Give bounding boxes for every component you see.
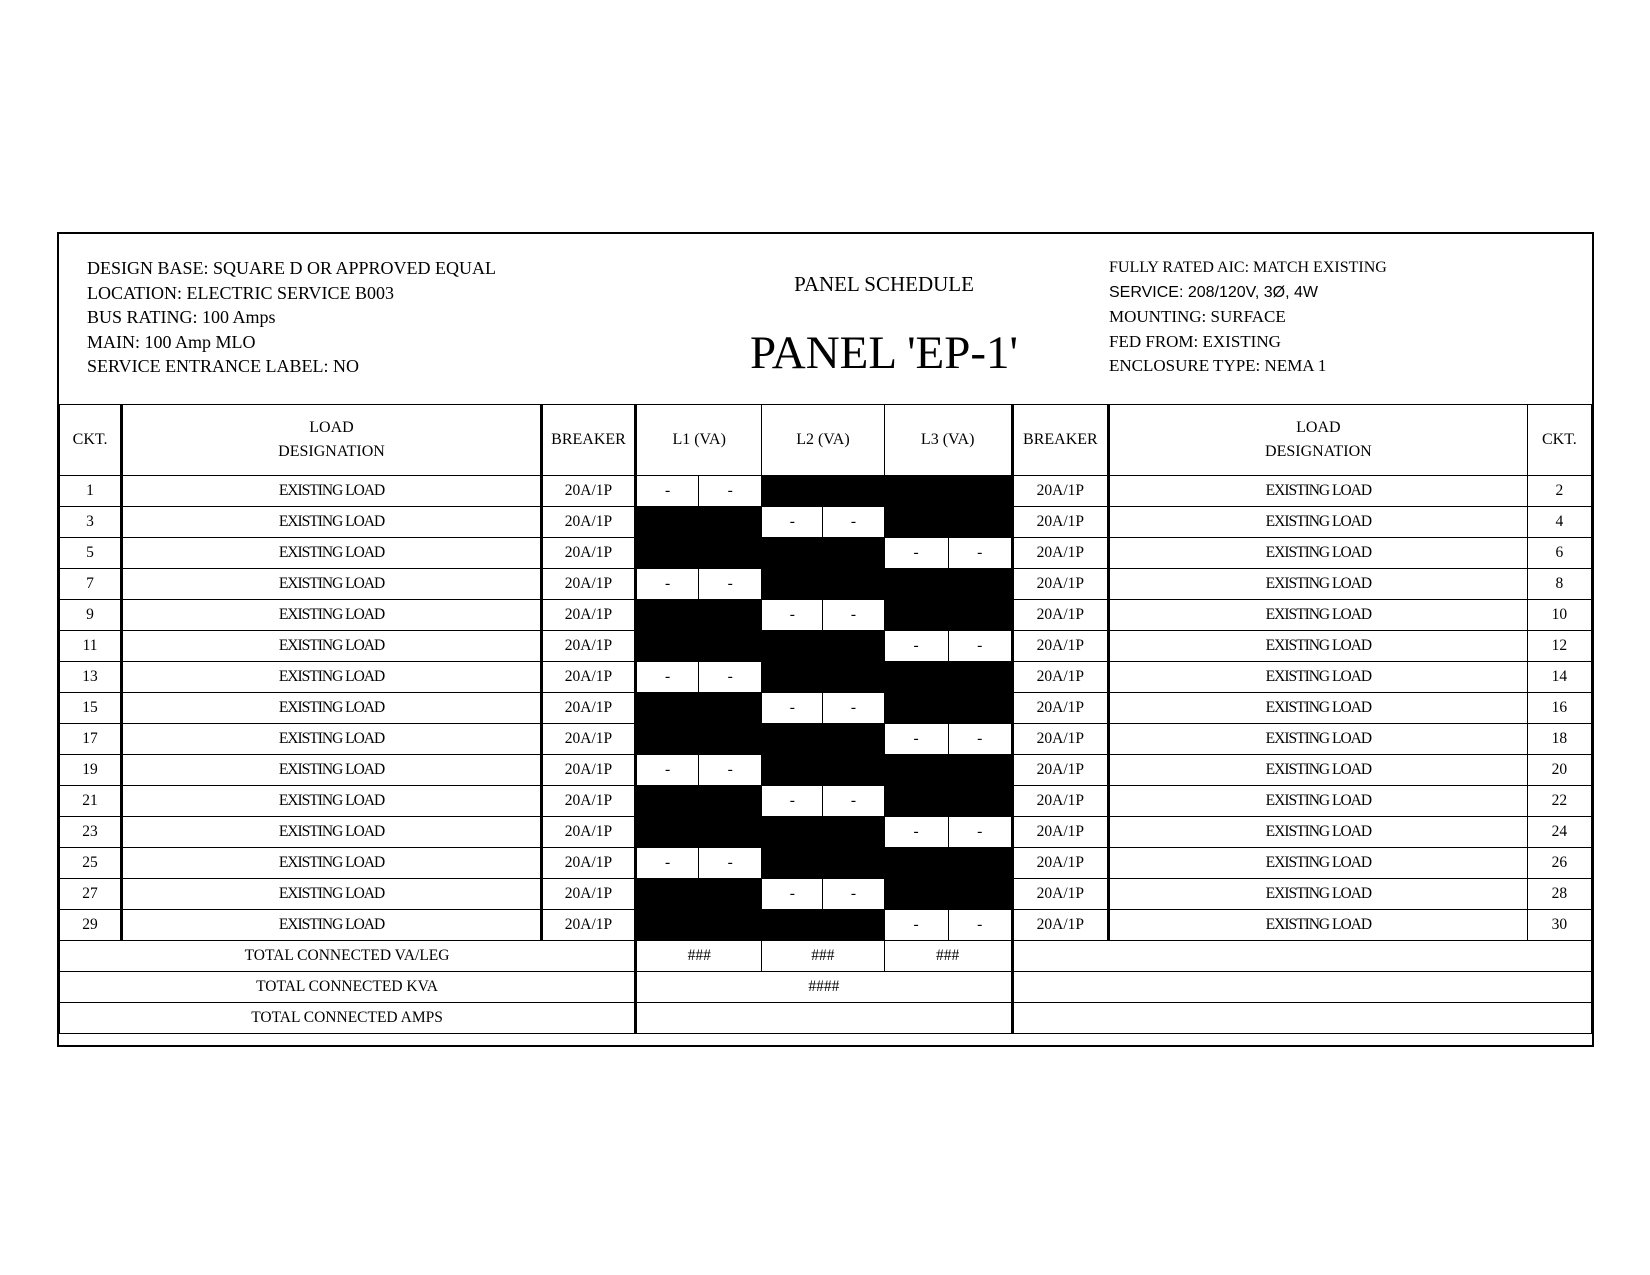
- breaker-right: 20A/1P: [1012, 476, 1108, 507]
- l3-blocked: [884, 476, 1012, 507]
- l1-va-a: -: [636, 476, 699, 507]
- l3-va-a: -: [884, 631, 948, 662]
- l1-blocked: [636, 724, 762, 755]
- load-right: EXISTING LOAD: [1108, 879, 1527, 910]
- ckt-right: 30: [1527, 910, 1591, 941]
- l3-blocked: [884, 786, 1012, 817]
- l1-blocked: [636, 507, 762, 538]
- ckt-right: 4: [1527, 507, 1591, 538]
- total-amps-value: [636, 1003, 1013, 1034]
- breaker-left: 20A/1P: [541, 538, 635, 569]
- ckt-left: 15: [60, 693, 122, 724]
- ckt-right: 2: [1527, 476, 1591, 507]
- l3-va-a: -: [884, 910, 948, 941]
- circuit-row: [60, 724, 1592, 755]
- circuit-row: [60, 910, 1592, 941]
- circuit-row: [60, 879, 1592, 910]
- ckt-left: 27: [60, 879, 122, 910]
- l3-blocked: [884, 693, 1012, 724]
- ckt-right: 6: [1527, 538, 1591, 569]
- l2-blocked: [762, 724, 884, 755]
- l3-blocked: [884, 662, 1012, 693]
- breaker-right-header: BREAKER: [1012, 405, 1108, 476]
- l3-blocked: [884, 879, 1012, 910]
- ckt-left: 1: [60, 476, 122, 507]
- load-right: EXISTING LOAD: [1108, 538, 1527, 569]
- l2-blocked: [762, 631, 884, 662]
- total-kva-blank: [1012, 972, 1591, 1003]
- l1-va-a: -: [636, 848, 699, 879]
- header-right-info: [1109, 256, 1387, 379]
- ckt-left: 11: [60, 631, 122, 662]
- ckt-right: 18: [1527, 724, 1591, 755]
- l1-blocked: [636, 631, 762, 662]
- load-left-header-line1: LOAD: [309, 419, 354, 436]
- enclosure-type: ENCLOSURE TYPE: NEMA 1: [1109, 356, 1327, 375]
- load-left: EXISTING LOAD: [122, 786, 542, 817]
- breaker-right: 20A/1P: [1012, 507, 1108, 538]
- load-right-header-line2: DESIGNATION: [1265, 443, 1372, 460]
- l2-blocked: [762, 538, 884, 569]
- l2-blocked: [762, 476, 884, 507]
- l1-va-b: -: [699, 848, 762, 879]
- ckt-right: 8: [1527, 569, 1591, 600]
- circuit-row: [60, 755, 1592, 786]
- l1-blocked: [636, 538, 762, 569]
- ckt-left: 13: [60, 662, 122, 693]
- main-rating: MAIN: 100 Amp MLO: [87, 331, 256, 352]
- breaker-right: 20A/1P: [1012, 600, 1108, 631]
- ckt-left: 21: [60, 786, 122, 817]
- l2-va-a: -: [762, 600, 823, 631]
- load-left: EXISTING LOAD: [122, 476, 542, 507]
- load-right: EXISTING LOAD: [1108, 755, 1527, 786]
- breaker-left: 20A/1P: [541, 693, 635, 724]
- breaker-left: 20A/1P: [541, 476, 635, 507]
- service-rating: SERVICE: 208/120V, 3Ø, 4W: [1109, 283, 1319, 301]
- ckt-right: 10: [1527, 600, 1591, 631]
- ckt-right: 14: [1527, 662, 1591, 693]
- l2-va-a: -: [762, 693, 823, 724]
- l1-blocked: [636, 817, 762, 848]
- load-left: EXISTING LOAD: [122, 507, 542, 538]
- l3-va-b: -: [948, 724, 1012, 755]
- l1-blocked: [636, 910, 762, 941]
- ckt-right: 26: [1527, 848, 1591, 879]
- load-right: EXISTING LOAD: [1108, 817, 1527, 848]
- circuit-row: [60, 693, 1592, 724]
- ckt-right-header: CKT.: [1527, 405, 1591, 476]
- l1-header: L1 (VA): [636, 405, 762, 476]
- breaker-right: 20A/1P: [1012, 786, 1108, 817]
- circuit-row: [60, 507, 1592, 538]
- circuit-row: [60, 600, 1592, 631]
- circuit-row: [60, 476, 1592, 507]
- load-left-header: [122, 405, 542, 476]
- l2-header: L2 (VA): [762, 405, 884, 476]
- l3-blocked: [884, 848, 1012, 879]
- ckt-right: 12: [1527, 631, 1591, 662]
- breaker-left: 20A/1P: [541, 569, 635, 600]
- load-left: EXISTING LOAD: [122, 724, 542, 755]
- ckt-left-header: CKT.: [60, 405, 122, 476]
- l2-va-a: -: [762, 507, 823, 538]
- design-base: DESIGN BASE: SQUARE D OR APPROVED EQUAL: [87, 258, 497, 278]
- ckt-right: 20: [1527, 755, 1591, 786]
- circuit-row: [60, 569, 1592, 600]
- load-right: EXISTING LOAD: [1108, 600, 1527, 631]
- load-left: EXISTING LOAD: [122, 755, 542, 786]
- breaker-left: 20A/1P: [541, 817, 635, 848]
- location: LOCATION: ELECTRIC SERVICE B003: [87, 282, 395, 303]
- service-entrance-label: SERVICE ENTRANCE LABEL: NO: [87, 356, 360, 376]
- total-va-l1: ###: [636, 941, 762, 972]
- ckt-right: 24: [1527, 817, 1591, 848]
- l2-blocked: [762, 817, 884, 848]
- circuit-table: [59, 404, 1592, 1034]
- breaker-left: 20A/1P: [541, 507, 635, 538]
- load-left: EXISTING LOAD: [122, 538, 542, 569]
- load-right: EXISTING LOAD: [1108, 848, 1527, 879]
- l2-va-a: -: [762, 786, 823, 817]
- l3-va-b: -: [948, 631, 1012, 662]
- load-left: EXISTING LOAD: [122, 817, 542, 848]
- l2-blocked: [762, 755, 884, 786]
- circuit-row: [60, 662, 1592, 693]
- load-left: EXISTING LOAD: [122, 569, 542, 600]
- load-right: EXISTING LOAD: [1108, 631, 1527, 662]
- total-va-blank: [1012, 941, 1591, 972]
- l1-va-b: -: [699, 569, 762, 600]
- l1-va-b: -: [699, 476, 762, 507]
- ckt-right: 22: [1527, 786, 1591, 817]
- breaker-left: 20A/1P: [541, 631, 635, 662]
- l3-va-b: -: [948, 538, 1012, 569]
- ckt-left: 29: [60, 910, 122, 941]
- breaker-right: 20A/1P: [1012, 569, 1108, 600]
- l1-va-a: -: [636, 755, 699, 786]
- l2-va-a: -: [762, 879, 823, 910]
- l2-blocked: [762, 848, 884, 879]
- total-va-l3: ###: [884, 941, 1012, 972]
- breaker-left: 20A/1P: [541, 786, 635, 817]
- load-left-header-line2: DESIGNATION: [278, 443, 385, 460]
- breaker-right: 20A/1P: [1012, 662, 1108, 693]
- total-amps-blank: [1012, 1003, 1591, 1034]
- total-kva-label: TOTAL CONNECTED KVA: [60, 972, 636, 1003]
- breaker-right: 20A/1P: [1012, 538, 1108, 569]
- l3-va-a: -: [884, 724, 948, 755]
- l3-blocked: [884, 507, 1012, 538]
- breaker-left: 20A/1P: [541, 662, 635, 693]
- panel-schedule-sheet: [57, 232, 1594, 1047]
- l2-va-b: -: [823, 879, 884, 910]
- aic-rating: FULLY RATED AIC: MATCH EXISTING: [1109, 259, 1387, 276]
- total-va-l2: ###: [762, 941, 884, 972]
- l2-va-b: -: [823, 507, 884, 538]
- breaker-left: 20A/1P: [541, 755, 635, 786]
- column-header-row: [60, 405, 1592, 476]
- load-left: EXISTING LOAD: [122, 631, 542, 662]
- l3-va-a: -: [884, 538, 948, 569]
- ckt-left: 7: [60, 569, 122, 600]
- load-right: EXISTING LOAD: [1108, 507, 1527, 538]
- l3-blocked: [884, 600, 1012, 631]
- breaker-left: 20A/1P: [541, 724, 635, 755]
- l1-va-a: -: [636, 662, 699, 693]
- l2-blocked: [762, 910, 884, 941]
- l2-va-b: -: [823, 693, 884, 724]
- breaker-right: 20A/1P: [1012, 755, 1108, 786]
- mounting: MOUNTING: SURFACE: [1109, 307, 1286, 326]
- circuit-row: [60, 786, 1592, 817]
- load-right-header-line1: LOAD: [1296, 419, 1341, 436]
- l3-va-a: -: [884, 817, 948, 848]
- load-left: EXISTING LOAD: [122, 848, 542, 879]
- l3-va-b: -: [948, 910, 1012, 941]
- load-left: EXISTING LOAD: [122, 662, 542, 693]
- breaker-left: 20A/1P: [541, 910, 635, 941]
- ckt-right: 28: [1527, 879, 1591, 910]
- schedule-title: PANEL SCHEDULE: [794, 272, 974, 296]
- circuit-row: [60, 817, 1592, 848]
- ckt-left: 23: [60, 817, 122, 848]
- header-left-info: [87, 256, 496, 379]
- breaker-left-header: BREAKER: [541, 405, 635, 476]
- ckt-left: 25: [60, 848, 122, 879]
- load-right-header: [1108, 405, 1527, 476]
- ckt-left: 5: [60, 538, 122, 569]
- ckt-left: 17: [60, 724, 122, 755]
- ckt-right: 16: [1527, 693, 1591, 724]
- load-left: EXISTING LOAD: [122, 879, 542, 910]
- ckt-left: 9: [60, 600, 122, 631]
- breaker-right: 20A/1P: [1012, 879, 1108, 910]
- breaker-right: 20A/1P: [1012, 631, 1108, 662]
- circuit-row: [60, 848, 1592, 879]
- load-right: EXISTING LOAD: [1108, 910, 1527, 941]
- load-left: EXISTING LOAD: [122, 910, 542, 941]
- load-right: EXISTING LOAD: [1108, 569, 1527, 600]
- load-right: EXISTING LOAD: [1108, 662, 1527, 693]
- l1-va-b: -: [699, 755, 762, 786]
- l3-blocked: [884, 755, 1012, 786]
- l1-blocked: [636, 879, 762, 910]
- l1-va-a: -: [636, 569, 699, 600]
- bus-rating: BUS RATING: 100 Amps: [87, 307, 276, 327]
- breaker-right: 20A/1P: [1012, 848, 1108, 879]
- circuit-row: [60, 538, 1592, 569]
- l1-blocked: [636, 600, 762, 631]
- breaker-left: 20A/1P: [541, 879, 635, 910]
- schedule-header: [59, 234, 1592, 405]
- totals-row: [60, 941, 1592, 972]
- l2-va-b: -: [823, 786, 884, 817]
- total-kva-value: ####: [636, 972, 1013, 1003]
- load-left: EXISTING LOAD: [122, 600, 542, 631]
- load-right: EXISTING LOAD: [1108, 693, 1527, 724]
- l2-va-b: -: [823, 600, 884, 631]
- circuit-row: [60, 631, 1592, 662]
- ckt-left: 3: [60, 507, 122, 538]
- total-amps-label: TOTAL CONNECTED AMPS: [60, 1003, 636, 1034]
- l2-blocked: [762, 569, 884, 600]
- panel-name: PANEL 'EP-1': [749, 327, 1019, 379]
- l2-blocked: [762, 662, 884, 693]
- load-right: EXISTING LOAD: [1108, 724, 1527, 755]
- breaker-right: 20A/1P: [1012, 693, 1108, 724]
- totals-row: [60, 972, 1592, 1003]
- breaker-left: 20A/1P: [541, 848, 635, 879]
- l1-va-b: -: [699, 662, 762, 693]
- fed-from: FED FROM: EXISTING: [1109, 331, 1281, 351]
- l3-va-b: -: [948, 817, 1012, 848]
- breaker-right: 20A/1P: [1012, 817, 1108, 848]
- breaker-right: 20A/1P: [1012, 724, 1108, 755]
- l3-header: L3 (VA): [884, 405, 1012, 476]
- l1-blocked: [636, 693, 762, 724]
- load-right: EXISTING LOAD: [1108, 786, 1527, 817]
- breaker-right: 20A/1P: [1012, 910, 1108, 941]
- l3-blocked: [884, 569, 1012, 600]
- total-va-leg-label: TOTAL CONNECTED VA/LEG: [60, 941, 636, 972]
- l1-blocked: [636, 786, 762, 817]
- ckt-left: 19: [60, 755, 122, 786]
- breaker-left: 20A/1P: [541, 600, 635, 631]
- load-right: EXISTING LOAD: [1108, 476, 1527, 507]
- totals-row: [60, 1003, 1592, 1034]
- load-left: EXISTING LOAD: [122, 693, 542, 724]
